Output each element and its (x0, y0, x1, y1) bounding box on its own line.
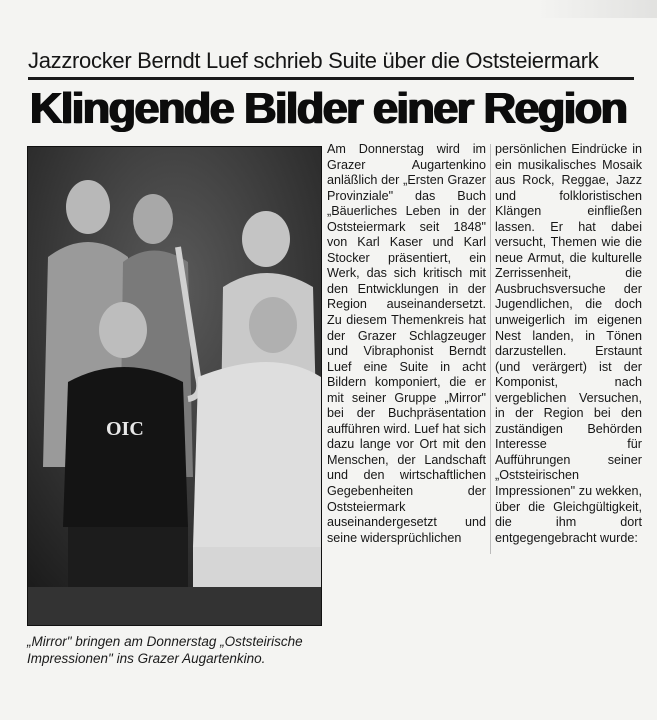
article-headline: Klingende Bilder einer Region (30, 84, 627, 133)
column-1-text: Am Donnerstag wird im Grazer Augartenkino anläßlich der „Ersten Grazer Provinziale" das Buch „Bäuerliches Leben in der Oststeiermark seit 1848" von Karl Kaser und Karl Stocker präsentiert, ein Werk, das sich kritisch mit den Entwicklungen in der Region auseinandersetzt. Zu diesem Themenkreis hat der Grazer Schlagzeuger und Vibraphonist Berndt Luef eine Suite in acht Bildern komponiert, die er mit seiner Gruppe „Mirror" bei der Buchpräsentation aufführen wird. Luef hat sich dazu lange vor Ort mit den Menschen, der Landschaft und den wirtschaftlichen Gegebenheiten der Oststeiermark auseinandergesetzt und seine widersprüchlichen (327, 142, 486, 545)
column-2-text: persönlichen Eindrücke in ein musikalisches Mosaik aus Rock, Reggae, Jazz und folkloristischen Klängen einfließen lassen. Er hat dabei versucht, Themen wie die neue Armut, die kulturelle Zerrissenheit, die Ausbruchsversuche der Jugendlichen, die doch unweigerlich im eigenen Nest landen, in Tönen darzustellen. Erstaunt (und verärgert) ist der Komponist, nach vergeblichen Versuchen, in der Region bei den zuständigen Behörden Interesse für Aufführungen seiner „Oststeirischen Impressionen" zu wekken, über die Gleichgültigkeit, die ihm dort entgegengebracht wurde: (495, 142, 642, 545)
page-corner-shadow (537, 0, 657, 18)
band-photo (27, 146, 322, 626)
article-column-1 (327, 142, 486, 546)
photo-caption: „Mirror" bringen am Donnerstag „Oststeirische Impressionen" ins Grazer Augartenkino. (27, 634, 303, 666)
article-column-2 (495, 142, 642, 546)
band-photo-illustration (28, 147, 321, 625)
article-kicker: Jazzrocker Berndt Luef schrieb Suite über die Oststeiermark (28, 48, 599, 73)
kicker-underline (28, 77, 634, 80)
column-divider (490, 144, 491, 554)
shirt-lettering: OIC (106, 418, 144, 440)
